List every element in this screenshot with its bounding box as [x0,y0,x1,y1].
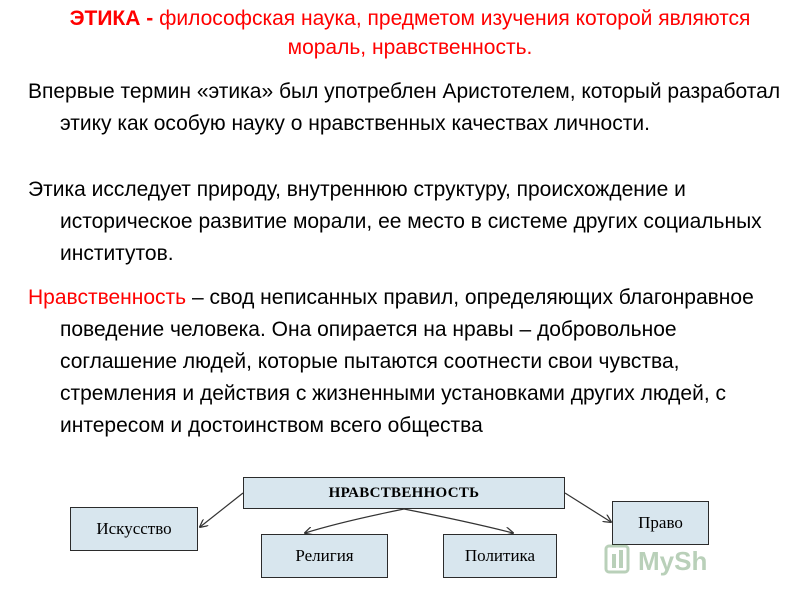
arrow-to-law [565,493,611,522]
paragraph-ethics-study: Этика исследует природу, внутреннюю структуру, происхождение и историческое развитие морали, ее место в системе других социальных институтов. [28,178,762,265]
arrow-to-politics [404,509,513,533]
title-term: ЭТИКА - [69,7,160,30]
title-definition: философская наука, предметом изучения которой являются мораль, нравственность. [159,7,751,59]
slide-title [40,4,780,62]
diagram-box-politics: Политика [443,534,557,578]
watermark-logo [604,540,764,580]
diagram-box-law: Право [612,501,709,545]
diagram-box-religion: Религия [261,534,388,578]
arrow-to-art [200,493,243,527]
paragraph-morality [28,282,788,442]
diagram-center-morality: НРАВСТВЕННОСТЬ [243,477,565,509]
paragraph-aristotle: Впервые термин «этика» был употреблен Аристотелем, который разработал этику как особую науку о нравственных качествах личности. [28,80,781,135]
diagram-box-art: Искусство [70,507,198,551]
morality-definition: – свод неписанных правил, определяющих благонравное поведение человека. Она опирается на нравы – добровольное соглашение людей, которые пытаются соотнести свои чувства, стремления и действия с жизненными установками других людей, с интересом и достоинством всего общества [60,286,754,437]
arrow-to-religion [305,509,404,533]
svg-text:MySh: MySh [638,546,708,576]
morality-term: Нравственность [28,286,187,309]
